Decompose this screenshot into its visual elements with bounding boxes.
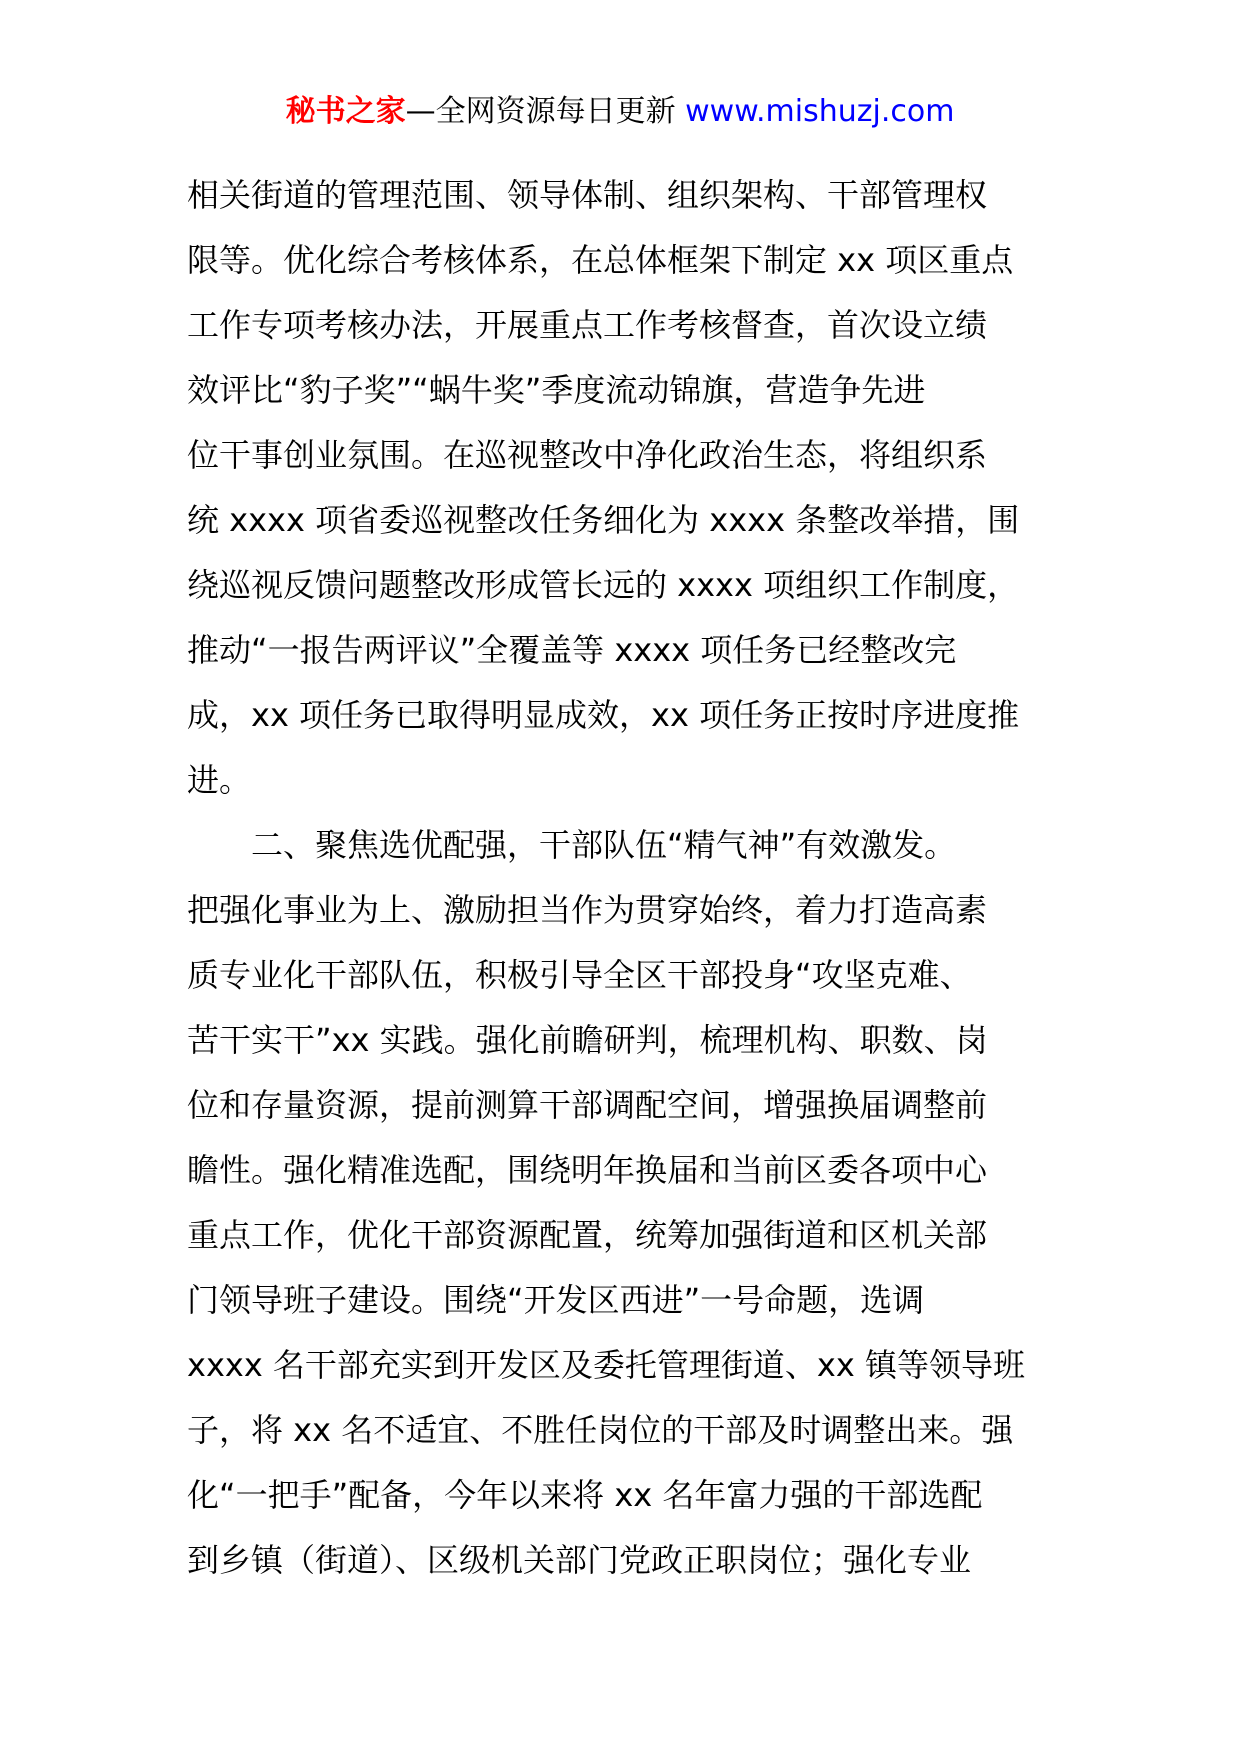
text-line: 重点工作，优化干部资源配置，统筹加强街道和区机关部 xyxy=(187,1216,988,1254)
text-line: 化“一把手”配备，今年以来将 xx 名年富力强的干部选配 xyxy=(187,1476,983,1514)
text-line: 子，将 xx 名不适宜、不胜任岗位的干部及时调整出来。强 xyxy=(187,1411,1014,1449)
text-line: 位干事创业氛围。在巡视整改中净化政治生态，将组织系 xyxy=(187,436,988,474)
text-line: 瞻性。强化精准选配，围绕明年换届和当前区委各项中心 xyxy=(187,1151,988,1189)
text-line: 相关街道的管理范围、领导体制、组织架构、干部管理权 xyxy=(187,176,988,214)
text-line: 成，xx 项任务已取得明显成效，xx 项任务正按时序进度推 xyxy=(187,696,1020,734)
text-line: 把强化事业为上、激励担当作为贯穿始终，着力打造高素 xyxy=(187,891,988,929)
text-line: 到乡镇（街道）、区级机关部门党政正职岗位；强化专业 xyxy=(187,1541,972,1579)
brand-name: 秘书之家 xyxy=(285,94,406,129)
text-line: 进。 xyxy=(187,761,252,799)
document-body xyxy=(187,163,1059,1593)
site-header-banner xyxy=(0,92,1240,132)
text-line: 位和存量资源，提前测算干部调配空间，增强换届调整前 xyxy=(187,1086,988,1124)
header-slogan: —全网资源每日更新 xyxy=(405,94,676,129)
text-line: 苦干实干”xx 实践。强化前瞻研判，梳理机构、职数、岗 xyxy=(187,1021,988,1059)
text-line: 推动“一报告两评议”全覆盖等 xxxx 项任务已经整改完 xyxy=(187,631,957,669)
text-line: 质专业化干部队伍，积极引导全区干部投身“攻坚克难、 xyxy=(187,956,972,994)
text-line: 工作专项考核办法，开展重点工作考核督查，首次设立绩 xyxy=(187,306,988,344)
text-line: 门领导班子建设。围绕“开发区西进”一号命题，选调 xyxy=(187,1281,925,1319)
section-heading: 二、聚焦选优配强，干部队伍“精气神”有效激发。 xyxy=(251,826,957,864)
text-line: 绕巡视反馈问题整改形成管长远的 xxxx 项组织工作制度， xyxy=(187,566,1020,604)
text-line: 统 xxxx 项省委巡视整改任务细化为 xxxx 条整改举措，围 xyxy=(187,501,1020,539)
text-line: xxxx 名干部充实到开发区及委托管理街道、xx 镇等领导班 xyxy=(187,1346,1025,1384)
site-url-link[interactable]: www.mishuzj.com xyxy=(685,94,955,129)
text-line: 效评比“豹子奖”“蜗牛奖”季度流动锦旗，营造争先进 xyxy=(187,371,926,409)
text-line: 限等。优化综合考核体系，在总体框架下制定 xx 项区重点 xyxy=(187,241,1014,279)
